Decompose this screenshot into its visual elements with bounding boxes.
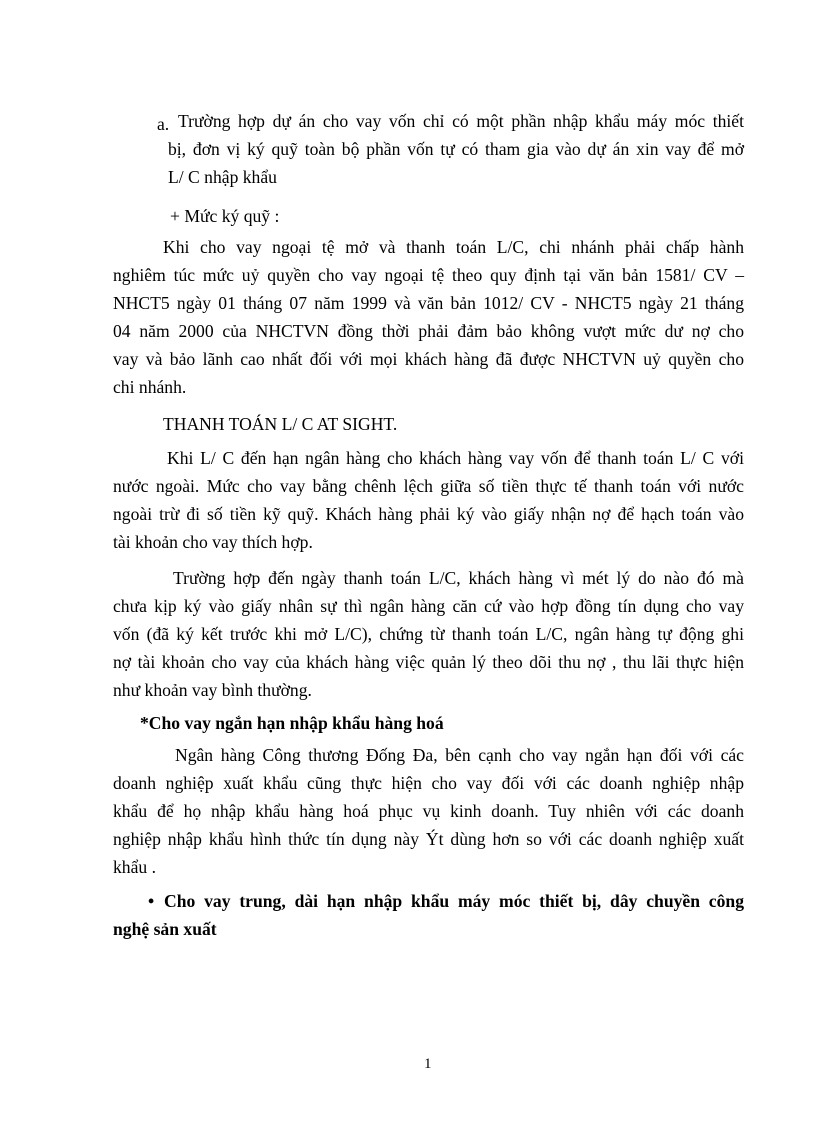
short-term-line-3: khẩu để họ nhập khẩu hàng hoá phục vụ kinh doanh. Tuy nhiên với các doanh	[113, 801, 744, 821]
overdue-line-4: nợ tài khoản cho vay của khách hàng việc quản lý theo dõi thu nợ , thu lãi thực hiện	[113, 652, 744, 672]
short-term-line-4: nghiệp nhập khẩu hình thức tín dụng này Ýt dùng hơn so với các doanh nghiệp xuất	[113, 829, 744, 849]
sight-heading: THANH TOÁN L/ C AT SIGHT.	[163, 414, 398, 434]
sight-line-2: nước ngoài. Mức cho vay bằng chênh lệch giữa số tiền thực tế thanh toán với nước	[113, 476, 744, 496]
list-marker-a: a.	[157, 114, 170, 134]
deposit-line-1: Khi cho vay ngoại tệ mở và thanh toán L/C, chi nhánh phải chấp hành	[163, 237, 744, 257]
sight-line-4: tài khoản cho vay thích hợp.	[113, 532, 313, 552]
overdue-line-5: như khoản vay bình thường.	[113, 680, 312, 700]
short-term-line-5: khẩu .	[113, 857, 156, 877]
deposit-line-4: 04 năm 2000 của NHCTVN đồng thời phải đảm bảo không vượt mức dư nợ cho	[113, 321, 744, 341]
page-number: 1	[424, 1056, 432, 1072]
sight-line-1: Khi L/ C đến hạn ngân hàng cho khách hàng vay vốn để thanh toán L/ C với	[167, 448, 744, 468]
long-term-heading-line-2: nghệ sản xuất	[113, 919, 217, 939]
overdue-line-1: Trường hợp đến ngày thanh toán L/C, khách hàng vì mét lý do nào đó mà	[173, 568, 744, 588]
deposit-heading: + Mức ký quỹ :	[170, 206, 280, 226]
short-term-line-2: doanh nghiệp xuất khẩu cũng thực hiện cho vay đối với các doanh nghiệp nhập	[113, 773, 744, 793]
deposit-line-3: NHCT5 ngày 01 tháng 07 năm 1999 và văn bản 1012/ CV - NHCT5 ngày 21 tháng	[113, 293, 744, 313]
overdue-line-3: vốn (đã ký kết trước khi mở L/C), chứng từ thanh toán L/C, ngân hàng tự động ghi	[113, 624, 744, 644]
deposit-line-2: nghiêm túc mức uỷ quyền cho vay ngoại tệ theo quy định tại văn bản 1581/ CV –	[113, 265, 744, 285]
deposit-line-6: chi nhánh.	[113, 377, 187, 397]
bullet-icon: •	[148, 891, 155, 911]
item-a-line-2: bị, đơn vị ký quỹ toàn bộ phần vốn tự có tham gia vào dự án xin vay để mở	[168, 139, 744, 159]
overdue-line-2: chưa kịp ký vào giấy nhân sự thì ngân hàng căn cứ vào hợp đồng tín dụng cho vay	[113, 596, 744, 616]
deposit-line-5: vay và bảo lãnh cao nhất đối với mọi khách hàng đã được NHCTVN uỷ quyền cho	[113, 349, 744, 369]
sight-line-3: ngoài trừ đi số tiền kỹ quỹ. Khách hàng phải ký vào giấy nhận nợ để hạch toán vào	[113, 504, 744, 524]
long-term-heading-line-1: Cho vay trung, dài hạn nhập khẩu máy móc thiết bị, dây chuyền công	[164, 891, 744, 911]
item-a-line-3: L/ C nhập khẩu	[168, 167, 277, 187]
short-term-line-1: Ngân hàng Công thương Đống Đa, bên cạnh cho vay ngắn hạn đối với các	[175, 745, 744, 765]
short-term-heading: *Cho vay ngắn hạn nhập khẩu hàng hoá	[140, 713, 444, 733]
item-a-line-1: Trường hợp dự án cho vay vốn chỉ có một phần nhập khẩu máy móc thiết	[178, 111, 744, 131]
